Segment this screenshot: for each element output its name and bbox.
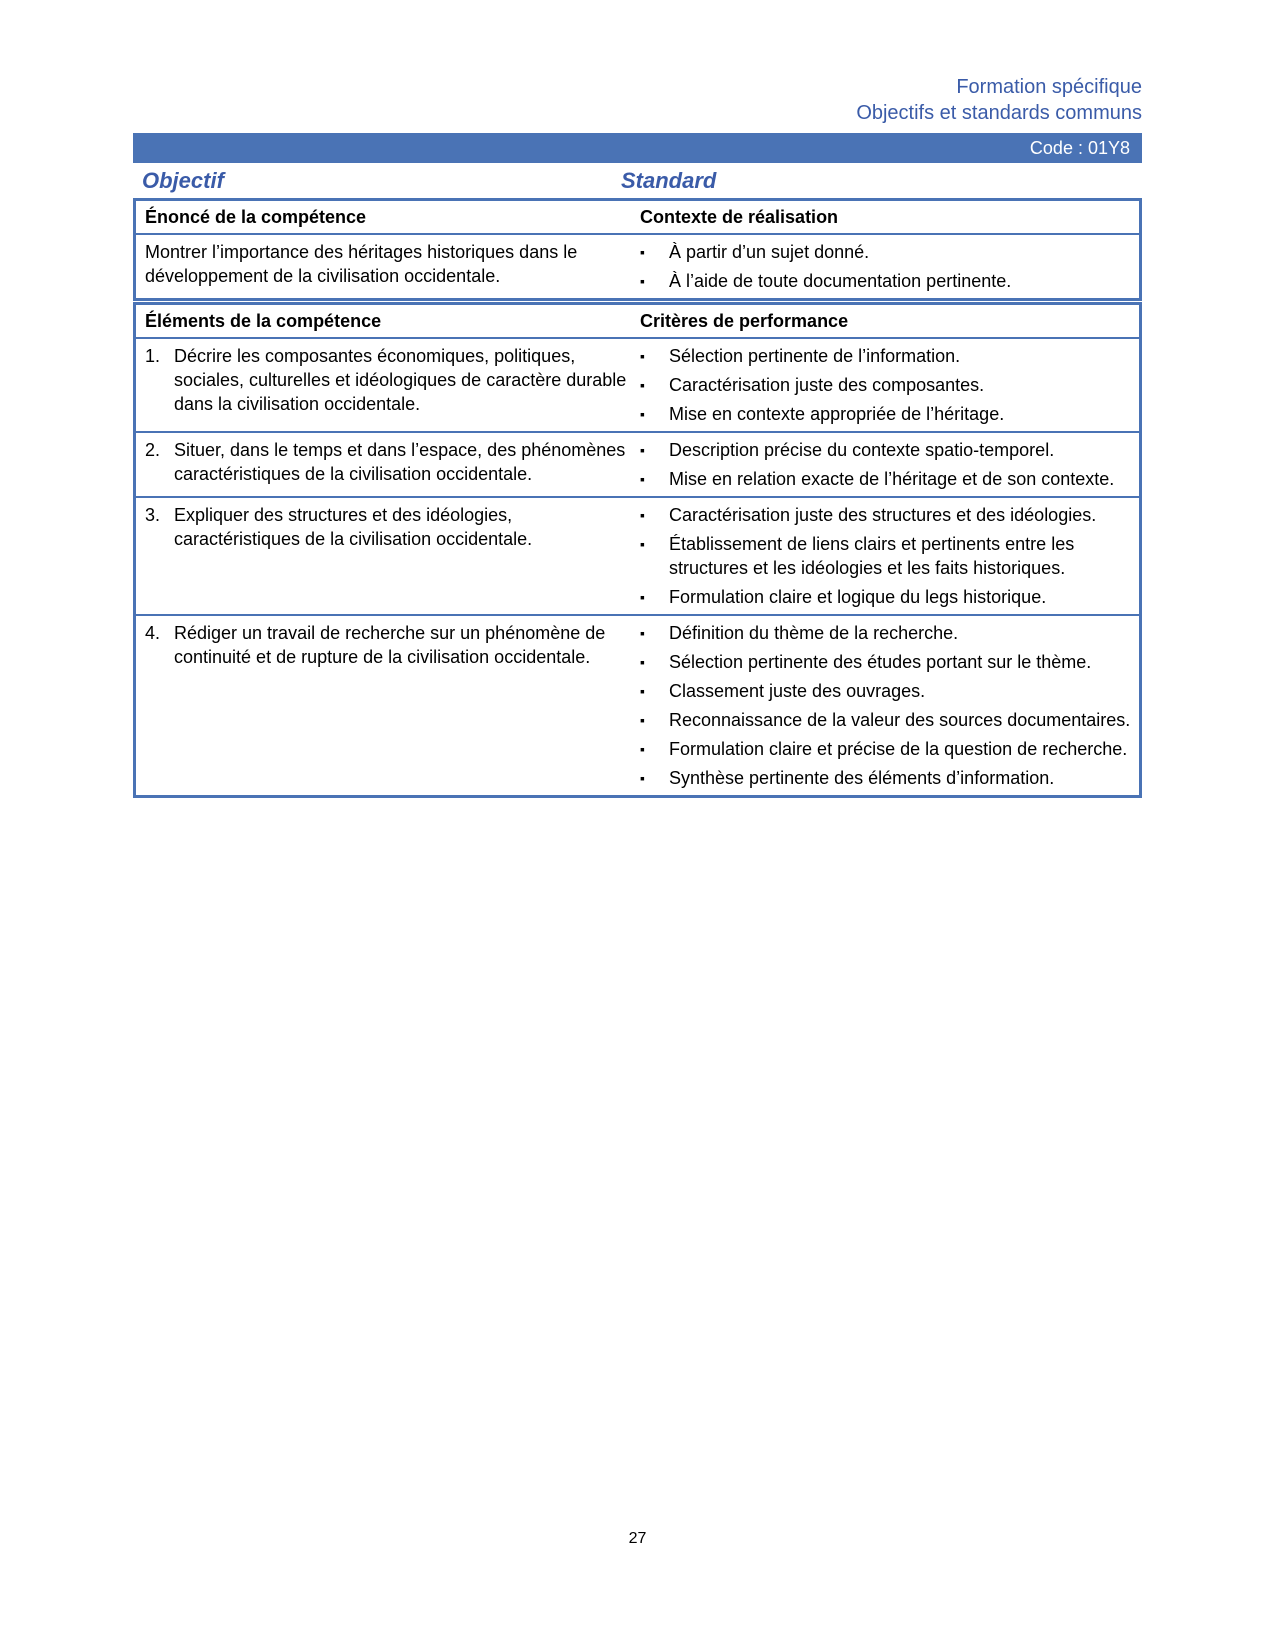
header-line-2: Objectifs et standards communs: [856, 102, 1142, 124]
bullet-icon: ▪: [640, 273, 645, 289]
criterion-item: [640, 344, 1131, 368]
bullet-icon: ▪: [640, 625, 645, 641]
bullet-icon: ▪: [640, 683, 645, 699]
element-text: Décrire les composantes économiques, politiques, sociales, culturelles et idéologiques de caractère durable dans la civilisation occidentale.: [174, 346, 627, 414]
criterion-item: [640, 585, 1131, 609]
standard-heading: Standard: [621, 168, 717, 193]
bullet-icon: ▪: [640, 442, 645, 458]
criterion-item: [640, 766, 1131, 790]
bullet-icon: ▪: [640, 741, 645, 757]
element-row: [136, 614, 1139, 795]
bullet-icon: ▪: [640, 377, 645, 393]
bullet-icon: ▪: [640, 536, 645, 552]
element-text: Situer, dans le temps et dans l’espace, des phénomènes caractéristiques de la civilisation occidentale.: [174, 440, 626, 484]
enonce-text: Montrer l’importance des héritages historiques dans le développement de la civilisation occidentale.: [145, 242, 578, 286]
bullet-icon: ▪: [640, 406, 645, 422]
criterion-item: [640, 679, 1131, 703]
objectif-heading: Objectif: [142, 168, 224, 193]
criteria-list: [640, 503, 1131, 609]
enonce-heading: Énoncé de la compétence: [145, 207, 367, 227]
element-item: [145, 438, 630, 486]
bullet-icon: ▪: [640, 712, 645, 728]
criterion-text: Formulation claire et logique du legs historique.: [669, 587, 1047, 607]
criteria-list: [640, 344, 1131, 426]
element-item: [145, 503, 630, 551]
bullet-icon: ▪: [640, 471, 645, 487]
criterion-text: Synthèse pertinente des éléments d’information.: [669, 768, 1055, 788]
criterion-item: [640, 621, 1131, 645]
bullet-icon: ▪: [640, 589, 645, 605]
element-item: [145, 344, 630, 416]
header-line-1: Formation spécifique: [956, 76, 1142, 98]
criterion-item: [640, 240, 1131, 264]
criterion-text: Reconnaissance de la valeur des sources documentaires.: [669, 710, 1131, 730]
page-number: 27: [628, 1530, 647, 1547]
element-text: Expliquer des structures et des idéologies, caractéristiques de la civilisation occidentale.: [174, 505, 533, 549]
element-row: [136, 431, 1139, 496]
criterion-text: Définition du thème de la recherche.: [669, 623, 959, 643]
criteria-list: [640, 621, 1131, 790]
enonce-table: [133, 198, 1142, 301]
page-header: [856, 74, 1142, 126]
criteria-list: [640, 438, 1131, 491]
criterion-item: [640, 708, 1131, 732]
code-bar: [133, 133, 1142, 163]
criterion-text: Formulation claire et précise de la question de recherche.: [669, 739, 1128, 759]
element-number: 1.: [145, 346, 161, 366]
element-text: Rédiger un travail de recherche sur un phénomène de continuité et de rupture de la civilisation occidentale.: [174, 623, 606, 667]
criterion-item: [640, 373, 1131, 397]
criterion-item: [640, 532, 1131, 580]
criterion-text: Sélection pertinente des études portant sur le thème.: [669, 652, 1092, 672]
bullet-icon: ▪: [640, 654, 645, 670]
criterion-text: Caractérisation juste des composantes.: [669, 375, 985, 395]
element-number: 2.: [145, 440, 161, 460]
criterion-text: Établissement de liens clairs et pertinents entre les structures et les idéologies et les faits historiques.: [669, 534, 1075, 578]
elements-heading: Éléments de la compétence: [145, 311, 382, 331]
contexte-heading: Contexte de réalisation: [640, 207, 839, 227]
criterion-item: [640, 503, 1131, 527]
criterion-text: Mise en relation exacte de l’héritage et de son contexte.: [669, 469, 1115, 489]
element-row: [136, 496, 1139, 614]
enonce-body-row: [136, 233, 1139, 298]
criterion-item: [640, 438, 1131, 462]
criterion-text: Classement juste des ouvrages.: [669, 681, 926, 701]
criterion-text: À partir d’un sujet donné.: [669, 242, 870, 262]
criterion-item: [640, 269, 1131, 293]
bullet-icon: ▪: [640, 348, 645, 364]
bullet-icon: ▪: [640, 770, 645, 786]
criterion-text: À l’aide de toute documentation pertinente.: [669, 271, 1012, 291]
bullet-icon: ▪: [640, 244, 645, 260]
elements-table: [133, 302, 1142, 798]
course-code: Code : 01Y8: [1029, 137, 1130, 158]
element-item: [145, 621, 630, 669]
element-row: [136, 337, 1139, 431]
criterion-text: Description précise du contexte spatio-temporel.: [669, 440, 1055, 460]
criterion-item: [640, 650, 1131, 674]
criterion-item: [640, 737, 1131, 761]
criteres-heading: Critères de performance: [640, 311, 849, 331]
criterion-text: Caractérisation juste des structures et des idéologies.: [669, 505, 1097, 525]
contexte-list: [640, 240, 1131, 293]
elements-header-row: [136, 305, 1139, 337]
criterion-text: Sélection pertinente de l’information.: [669, 346, 961, 366]
column-headings: [133, 168, 1142, 196]
criterion-item: [640, 402, 1131, 426]
bullet-icon: ▪: [640, 507, 645, 523]
enonce-header-row: [136, 201, 1139, 233]
criterion-item: [640, 467, 1131, 491]
element-number: 3.: [145, 505, 161, 525]
criterion-text: Mise en contexte appropriée de l’héritage.: [669, 404, 1005, 424]
element-number: 4.: [145, 623, 161, 643]
